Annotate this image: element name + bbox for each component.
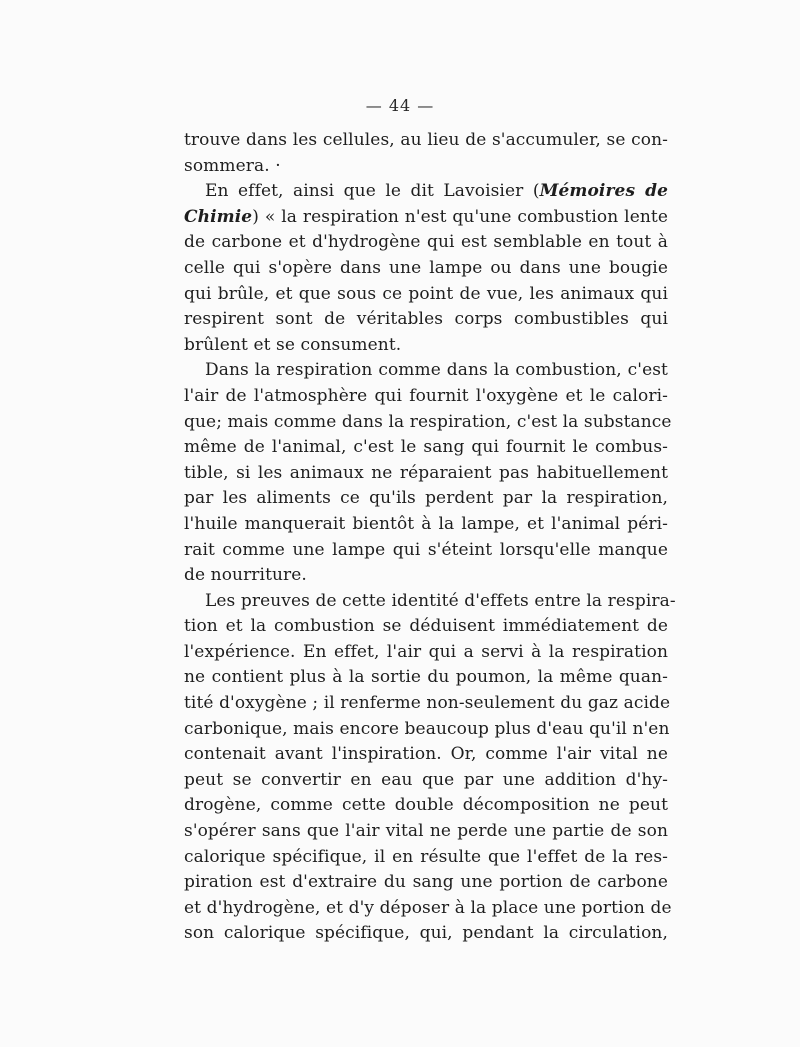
text-line: rait comme une lampe qui s'éteint lorsqu'elle manque	[184, 539, 668, 560]
text-line: que; mais comme dans la respiration, c'est la substance	[184, 411, 672, 432]
text-line: par les aliments ce qu'ils perdent par la respiration,	[184, 488, 668, 509]
text-line: l'huile manquerait bientôt à la lampe, et l'animal péri-	[184, 513, 668, 534]
page-number: — 44 —	[365, 96, 435, 115]
text-line: l'expérience. En effet, l'air qui a servi à la respiration	[184, 641, 668, 662]
paragraph	[184, 589, 676, 947]
text-line: calorique spécifique, il en résulte que l'effet de la res-	[184, 846, 668, 867]
paragraph	[184, 128, 668, 179]
body-text	[184, 128, 676, 947]
text-line: drogène, comme cette double décomposition ne peut	[184, 795, 668, 816]
text-line: ne contient plus à la sortie du poumon, la même quan-	[184, 667, 668, 688]
text-line: carbonique, mais encore beaucoup plus d'eau qu'il n'en	[184, 718, 670, 739]
text-line: celle qui s'opère dans une lampe ou dans une bougie	[184, 257, 668, 278]
text-line	[184, 205, 668, 231]
text-line: tible, si les animaux ne réparaient pas habituellement	[184, 462, 668, 483]
text-line: même de l'animal, c'est le sang qui fournit le combus-	[184, 437, 668, 458]
text-line: qui brûle, et que sous ce point de vue, les animaux qui	[184, 283, 668, 304]
italic-title: Chimie	[184, 206, 253, 227]
text-line: Dans la respiration comme dans la combustion, c'est	[205, 360, 668, 381]
text-line: s'opérer sans que l'air vital ne perde une partie de son	[184, 821, 668, 842]
text-line: peut se convertir en eau que par une addition d'hy-	[184, 769, 668, 790]
paragraph	[184, 179, 668, 358]
text-run: ) « la respiration n'est qu'une combustion lente	[252, 206, 668, 227]
text-line: piration est d'extraire du sang une portion de carbone	[184, 872, 668, 893]
paragraph	[184, 358, 672, 588]
italic-title: Mémoires de	[539, 181, 669, 202]
text-line: tité d'oxygène ; il renferme non-seulement du gaz acide	[184, 693, 671, 714]
text-line: trouve dans les cellules, au lieu de s'accumuler, se con-	[184, 130, 668, 150]
text-run: En effet, ainsi que le dit Lavoisier (	[205, 181, 540, 202]
text-line: contenait avant l'inspiration. Or, comme l'air vital ne	[184, 744, 668, 765]
text-line: respirent sont de véritables corps combustibles qui	[184, 309, 668, 330]
text-line: et d'hydrogène, et d'y déposer à la place une portion de	[184, 897, 672, 918]
text-line: brûlent et se consument.	[184, 334, 402, 355]
text-line: l'air de l'atmosphère qui fournit l'oxygène et le calori-	[184, 385, 668, 406]
text-line: Les preuves de cette identité d'effets entre la respira-	[205, 590, 676, 611]
text-line: tion et la combustion se déduisent immédiatement de	[184, 616, 668, 637]
text-line: de nourriture.	[184, 565, 307, 586]
text-line: sommera. ·	[184, 155, 281, 176]
text-line: de carbone et d'hydrogène qui est semblable en tout à	[184, 232, 668, 253]
text-line	[184, 179, 668, 205]
text-line: son calorique spécifique, qui, pendant la circulation,	[184, 923, 668, 944]
